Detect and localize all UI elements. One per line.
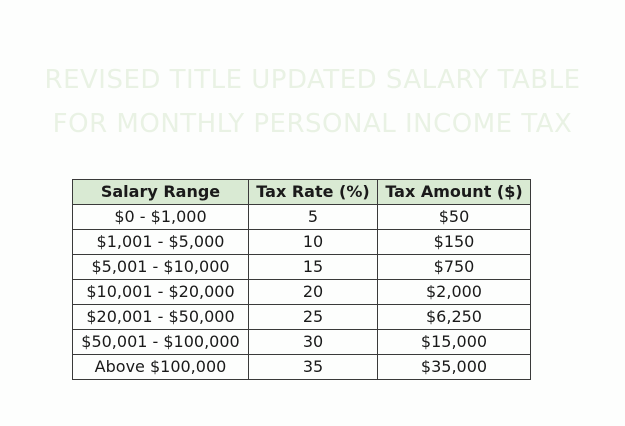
tax-rate-cell: 30 bbox=[249, 330, 378, 355]
tax-rate-cell: 5 bbox=[249, 205, 378, 230]
salary-range-cell: $0 - $1,000 bbox=[73, 205, 249, 230]
tax-rate-cell: 15 bbox=[249, 255, 378, 280]
tax-amount-cell: $2,000 bbox=[378, 280, 531, 305]
table-row bbox=[73, 230, 531, 255]
header-tax-amount: Tax Amount ($) bbox=[378, 180, 531, 205]
salary-tax-table bbox=[72, 179, 531, 380]
tax-amount-cell: $50 bbox=[378, 205, 531, 230]
tax-rate-cell: 10 bbox=[249, 230, 378, 255]
salary-range-cell: $10,001 - $20,000 bbox=[73, 280, 249, 305]
header-salary-range: Salary Range bbox=[73, 180, 249, 205]
salary-range-cell: $50,001 - $100,000 bbox=[73, 330, 249, 355]
title-line-2: FOR MONTHLY PERSONAL INCOME TAX bbox=[52, 109, 573, 139]
salary-range-cell: Above $100,000 bbox=[73, 355, 249, 380]
tax-rate-cell: 20 bbox=[249, 280, 378, 305]
tax-amount-cell: $6,250 bbox=[378, 305, 531, 330]
page-title bbox=[0, 58, 625, 146]
tax-amount-cell: $750 bbox=[378, 255, 531, 280]
tax-amount-cell: $150 bbox=[378, 230, 531, 255]
header-tax-rate: Tax Rate (%) bbox=[249, 180, 378, 205]
table-row bbox=[73, 205, 531, 230]
salary-range-cell: $1,001 - $5,000 bbox=[73, 230, 249, 255]
table-row bbox=[73, 305, 531, 330]
tax-amount-cell: $15,000 bbox=[378, 330, 531, 355]
tax-amount-cell: $35,000 bbox=[378, 355, 531, 380]
salary-tax-table-container bbox=[72, 179, 531, 380]
tax-rate-cell: 25 bbox=[249, 305, 378, 330]
salary-range-cell: $5,001 - $10,000 bbox=[73, 255, 249, 280]
table-header-row bbox=[73, 180, 531, 205]
table-row bbox=[73, 255, 531, 280]
tax-rate-cell: 35 bbox=[249, 355, 378, 380]
salary-range-cell: $20,001 - $50,000 bbox=[73, 305, 249, 330]
table-row bbox=[73, 330, 531, 355]
table-row bbox=[73, 280, 531, 305]
title-line-1: REVISED TITLE UPDATED SALARY TABLE bbox=[44, 65, 581, 95]
table-row bbox=[73, 355, 531, 380]
